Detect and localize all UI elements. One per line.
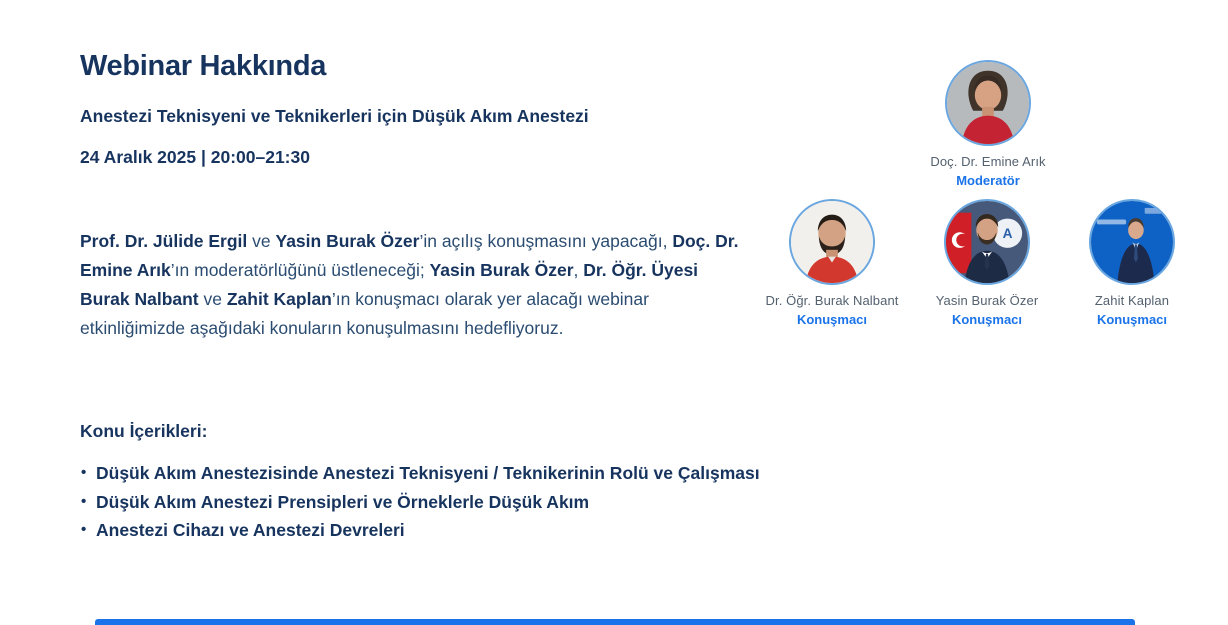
speaker-role: Konuşmacı (951, 312, 1023, 327)
description-text-segment: ’ın moderatörlüğünü üstleneceği; (170, 260, 430, 280)
description-bold-segment: Doç. Dr. Emine Arık (80, 231, 739, 280)
topic-item: • Düşük Akım Anestezisinde Anestezi Teknisyeni / Teknikerinin Rolü ve Çalışması (80, 459, 760, 488)
moderator-role: Moderatör (956, 173, 1020, 188)
speaker-avatar-zahit-kaplan (1089, 199, 1175, 285)
description-bold-segment: Prof. Dr. Jülide Ergil (80, 231, 248, 251)
webinar-description (80, 227, 740, 343)
webinar-subtitle: Anestezi Teknisyeni ve Teknikerleri için Düşük Akım Anestezi (80, 106, 589, 126)
speaker-photo-illustration (791, 201, 873, 283)
moderator-avatar (945, 60, 1031, 146)
speaker-name: Zahit Kaplan (1094, 293, 1170, 308)
speaker-avatar-yasin-burak-ozer (944, 199, 1030, 285)
description-text-segment: , (573, 260, 584, 280)
speaker-card-burak-nalbant (747, 199, 917, 327)
speaker-photo-illustration (946, 201, 1028, 283)
topic-item: • Düşük Akım Anestezi Prensipleri ve Örneklerle Düşük Akım (80, 488, 760, 517)
moderator-photo-illustration (947, 62, 1029, 144)
description-bold-segment: Yasin Burak Özer (429, 260, 574, 280)
description-bold-segment: Dr. Öğr. Üyesi Burak Nalbant (80, 260, 699, 309)
speaker-photo-illustration (1091, 201, 1173, 283)
description-bold-segment: Zahit Kaplan (226, 289, 332, 309)
svg-text:A: A (1002, 226, 1013, 242)
page-title: Webinar Hakkında (80, 50, 327, 82)
description-text-segment: ve (198, 289, 227, 309)
topics-list (80, 459, 760, 545)
description-text-segment: ve (247, 231, 276, 251)
description-text-segment: ’in açılış konuşmasını yapacağı, (419, 231, 673, 251)
moderator-name: Doç. Dr. Emine Arık (930, 154, 1046, 169)
description-bold-segment: Yasin Burak Özer (275, 231, 420, 251)
moderator-card (903, 60, 1073, 188)
speaker-avatar-burak-nalbant (789, 199, 875, 285)
speaker-role: Konuşmacı (1096, 312, 1168, 327)
topic-item: • Anestezi Cihazı ve Anestezi Devreleri (80, 516, 760, 545)
speaker-card-zahit-kaplan (1047, 199, 1217, 327)
bottom-accent-bar (95, 619, 1135, 625)
speaker-name: Dr. Öğr. Burak Nalbant (765, 293, 899, 308)
speaker-role: Konuşmacı (796, 312, 868, 327)
webinar-datetime: 24 Aralık 2025 | 20:00–21:30 (80, 147, 310, 167)
topics-heading: Konu İçerikleri: (80, 421, 208, 441)
speaker-name: Yasin Burak Özer (935, 293, 1039, 308)
description-text-segment: ’ın konuşmacı olarak yer alacağı webinar etkinliğimizde aşağıdaki konuların konuşulmasını hedefliyoruz. (80, 289, 649, 338)
